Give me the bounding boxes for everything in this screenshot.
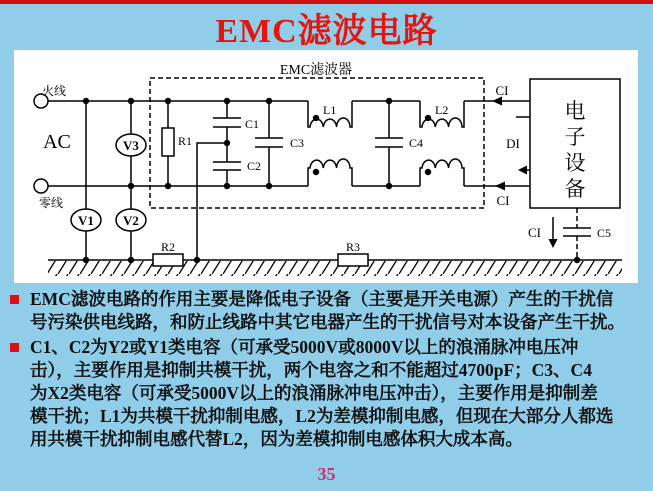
svg-text:R1: R1 bbox=[178, 134, 193, 148]
bullet-text-line: 号污染供电线路，和防止线路中其它电器产生的干扰信号对本设备产生干扰。 bbox=[30, 312, 625, 332]
equipment-box bbox=[530, 79, 620, 208]
neutral-wire-label: 零线 bbox=[38, 196, 64, 210]
svg-text:R3: R3 bbox=[345, 240, 361, 254]
page-number: 35 bbox=[317, 464, 336, 484]
live-wire-label: 火线 bbox=[41, 84, 67, 98]
bullet-text-line: EMC滤波电路的作用主要是降低电子设备（主要是开关电源）产生的干扰信 bbox=[30, 289, 614, 309]
bullet-item-1 bbox=[10, 288, 650, 334]
bullet-list bbox=[10, 288, 650, 453]
svg-text:CI: CI bbox=[528, 225, 541, 240]
svg-text:C5: C5 bbox=[597, 226, 612, 240]
circuit-panel bbox=[14, 50, 638, 283]
junction-dots bbox=[83, 98, 580, 263]
bullet-text-line: 为X2类电容（可承受5000V以上的浪涌脉冲电压冲击），主要作用是抑制差 bbox=[30, 383, 598, 403]
ycap-ground-wire bbox=[197, 143, 227, 260]
bullet-text-line: 用共模干扰抑制电感代替L2，因为差模抑制电感体积大成本高。 bbox=[30, 429, 523, 449]
resistor-r2 bbox=[153, 240, 183, 266]
svg-text:C1: C1 bbox=[245, 117, 260, 131]
svg-text:L1: L1 bbox=[323, 103, 337, 117]
ci-arrow-top bbox=[492, 83, 509, 106]
capacitor-c5 bbox=[563, 208, 611, 260]
meter-v2 bbox=[116, 186, 146, 260]
live-wire bbox=[34, 94, 530, 108]
svg-text:C2: C2 bbox=[247, 159, 262, 173]
bullet-square-icon bbox=[10, 295, 19, 304]
svg-text:L2: L2 bbox=[435, 103, 449, 117]
bullet-text-line: 模干扰；L1为共模干扰抑制电感，L2为差模抑制电感，但现在大部分人都选 bbox=[30, 406, 614, 426]
svg-text:V2: V2 bbox=[123, 213, 139, 228]
svg-text:C3: C3 bbox=[290, 136, 305, 150]
bullet-square-icon bbox=[10, 343, 19, 352]
resistor-r3 bbox=[338, 240, 368, 266]
svg-text:C4: C4 bbox=[409, 136, 424, 150]
meter-v1 bbox=[71, 101, 101, 260]
svg-text:V1: V1 bbox=[78, 213, 94, 228]
bullet-item-2 bbox=[10, 336, 650, 451]
svg-text:CI: CI bbox=[495, 83, 509, 98]
capacitor-c2 bbox=[213, 143, 261, 186]
ac-source-label: AC bbox=[43, 131, 71, 153]
svg-text:R2: R2 bbox=[160, 240, 176, 254]
bullet-text-line: 击），主要作用是抑制共模干扰，两个电容之和不能超过4700pF；C3、C4 bbox=[30, 360, 592, 380]
inductor-l1 bbox=[308, 101, 352, 186]
svg-text:V3: V3 bbox=[123, 138, 139, 153]
ground-hatching bbox=[48, 261, 622, 276]
inductor-l2 bbox=[420, 101, 464, 186]
neutral-wire bbox=[34, 179, 530, 193]
equipment-char-3: 设 bbox=[564, 151, 586, 175]
page-title: EMC滤波电路 bbox=[215, 13, 438, 50]
meter-v3 bbox=[116, 101, 146, 186]
resistor-r1 bbox=[162, 101, 192, 186]
svg-text:DI: DI bbox=[506, 136, 520, 151]
capacitor-c3 bbox=[255, 101, 304, 186]
capacitor-c1 bbox=[213, 101, 259, 143]
equipment-char-2: 子 bbox=[564, 125, 586, 149]
emc-filter-label: EMC滤波器 bbox=[279, 63, 353, 78]
svg-text:CI: CI bbox=[496, 193, 510, 208]
ci-arrow-ground bbox=[528, 217, 558, 248]
equipment-char-4: 备 bbox=[564, 177, 586, 201]
circuit-diagram bbox=[14, 50, 638, 283]
capacitor-c4 bbox=[375, 101, 423, 186]
bullet-text-line: C1、C2为Y2或Y1类电容（可承受5000V或8000V以上的浪涌脉冲电压冲 bbox=[30, 337, 579, 357]
equipment-char-1: 电 bbox=[564, 99, 586, 123]
neutral-terminal bbox=[34, 179, 48, 193]
